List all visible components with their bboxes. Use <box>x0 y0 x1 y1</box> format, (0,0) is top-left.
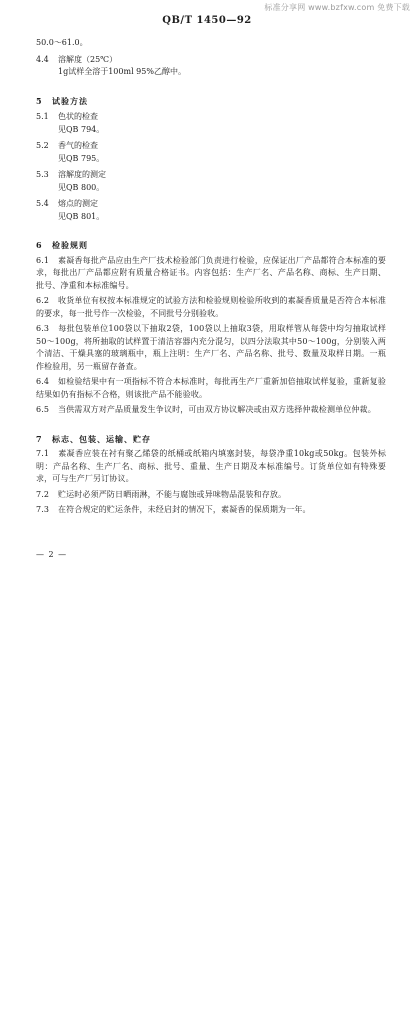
clause-number: 7.1 <box>36 449 50 458</box>
clause-6-1 <box>36 255 386 293</box>
document-code-header: QB/T 1450—92 <box>162 15 252 26</box>
clause-text: 在符合规定的贮运条件，未经启封的情况下，素凝香的保质期为一年。 <box>58 505 311 514</box>
clause-7-3 <box>36 504 386 517</box>
clause-5-3-ref: 见QB 800。 <box>58 182 105 192</box>
clause-text: 如检验结果中有一项指标不符合本标准时，每批再生产厂重新加倍抽取试样复验，重新复验结果如仍有指标不合格，则该批产品不能验收。 <box>36 377 386 399</box>
section-7-heading <box>36 433 386 446</box>
clause-5-3 <box>36 169 386 182</box>
clause-title: 溶解度的测定 <box>58 170 106 179</box>
clause-number: 5.4 <box>36 199 49 208</box>
section-number: 5 <box>36 95 43 106</box>
clause-number: 6.4 <box>36 377 50 386</box>
section-title: 试验方法 <box>52 95 88 106</box>
clause-6-5 <box>36 404 386 417</box>
clause-title: 香气的检查 <box>58 141 98 150</box>
clause-6-2 <box>36 295 386 320</box>
clause-title: 溶解度（25℃） <box>58 54 118 64</box>
clause-5-4-ref: 见QB 801。 <box>58 211 105 221</box>
clause-5-1 <box>36 111 386 124</box>
section-title: 检验规则 <box>52 240 88 250</box>
clause-text: 贮运时必须严防日晒雨淋，不能与腐蚀或异味物品混装和存放。 <box>58 489 287 499</box>
clause-text: 每批包装单位100袋以下抽取2袋，100袋以上抽取3袋，用取样管从每袋中均匀抽取试样50～100g，将所抽取的试样置于清洁容器内充分混匀，以四分法取其中50～100g，分别装入两个清洁、干燥具塞的玻璃瓶中，瓶上注明：生产厂名、产品名称、批号、数量及取样日期。一瓶作检验用，另一瓶留存备查。 <box>36 324 386 371</box>
clause-4-4-text: 1g试样全溶于100ml 95%乙醇中。 <box>58 67 186 76</box>
continuation-text: 50.0～61.0。 <box>36 38 88 47</box>
clause-text: 当供需双方对产品质量发生争议时，可由双方协议解决或由双方选择仲裁检测单位仲裁。 <box>58 405 376 414</box>
clause-text: 素凝香应装在衬有聚乙烯袋的纸桶或纸箱内填塞封装，每袋净重10kg或50kg。包装外标明：产品名称、生产厂名、商标、批号、重量、生产日期及本标准编号。订货单位如有特殊要求，可与生产厂另订协议。 <box>36 449 386 483</box>
section-number: 6 <box>36 240 43 250</box>
section-number: 7 <box>36 433 43 444</box>
section-5-heading <box>36 95 386 108</box>
clause-5-4 <box>36 198 386 211</box>
clause-number: 6.1 <box>36 255 50 265</box>
clause-7-1 <box>36 448 386 486</box>
site-watermark: 标准分享网 www.bzfxw.com 免费下载 <box>264 3 410 12</box>
clause-number: 5.3 <box>36 170 49 179</box>
clause-6-3 <box>36 323 386 373</box>
clause-text: 收货单位有权按本标准规定的试验方法和检验规则检验所收到的素凝香质量是否符合本标准的要求，每一批号作一次检验，不同批号分别验收。 <box>36 296 386 318</box>
clause-number: 6.2 <box>36 296 50 305</box>
page-number: — 2 — <box>36 550 68 559</box>
clause-5-2-ref: 见QB 795。 <box>58 153 105 163</box>
clause-text: 素凝香每批产品应由生产厂技术检验部门负责进行检验，应保证出厂产品都符合本标准的要求，每批出厂产品都应附有质量合格证书。内容包括：生产厂名、产品名称、商标、生产日期、批号、净重和本标准编号。 <box>36 255 386 290</box>
clause-number: 4.4 <box>36 54 49 64</box>
section-title: 标志、包装、运输、贮存 <box>52 433 151 444</box>
clause-6-4 <box>36 376 386 401</box>
clause-number: 6.5 <box>36 405 50 414</box>
clause-5-2 <box>36 140 386 153</box>
clause-title: 色状的检查 <box>58 112 98 121</box>
clause-number: 5.1 <box>36 112 49 121</box>
clause-5-1-ref: 见QB 794。 <box>58 124 105 134</box>
clause-4-4 <box>36 54 386 67</box>
clause-number: 7.2 <box>36 489 50 499</box>
clause-title: 熔点的测定 <box>58 199 98 208</box>
clause-number: 5.2 <box>36 141 49 150</box>
document-body <box>36 37 386 517</box>
clause-7-2 <box>36 489 386 502</box>
clause-number: 6.3 <box>36 324 50 333</box>
clause-number: 7.3 <box>36 505 50 514</box>
section-6-heading <box>36 239 386 252</box>
